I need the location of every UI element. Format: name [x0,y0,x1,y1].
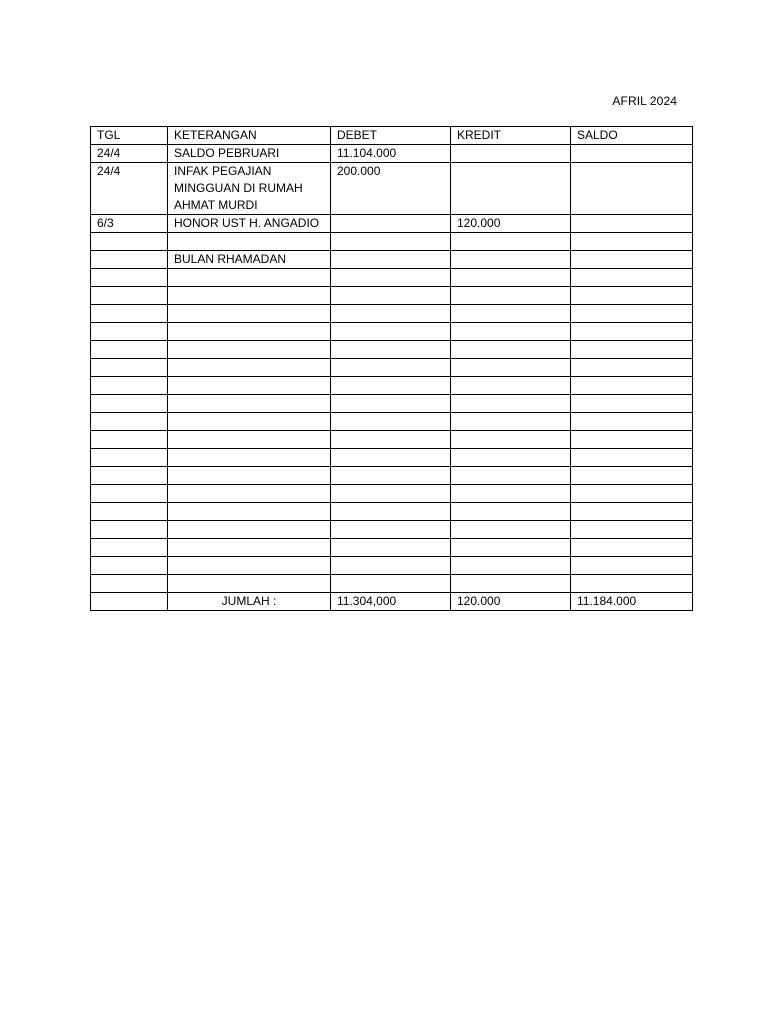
cell-kredit [451,359,571,377]
ledger-table [90,126,693,611]
cell-tgl: 6/3 [91,215,168,233]
table-row [91,287,693,305]
cell-tgl [91,413,168,431]
cell-tgl: 24/4 [91,163,168,215]
cell-saldo [571,163,693,215]
cell-tgl [91,305,168,323]
table-row [91,163,693,215]
cell-debet [331,431,451,449]
cell-debet [331,287,451,305]
cell-kredit [451,287,571,305]
cell-saldo [571,395,693,413]
cell-keterangan [168,395,331,413]
cell-tgl [91,449,168,467]
column-header-kredit: KREDIT [451,127,571,145]
cell-kredit [451,485,571,503]
cell-keterangan [168,539,331,557]
total-saldo: 11.184.000 [571,593,693,611]
cell-debet [331,485,451,503]
cell-debet [331,341,451,359]
cell-keterangan [168,485,331,503]
cell-kredit [451,521,571,539]
cell-tgl [91,557,168,575]
cell-tgl [91,341,168,359]
cell-saldo [571,521,693,539]
cell-kredit [451,449,571,467]
column-header-debet: DEBET [331,127,451,145]
cell-saldo [571,215,693,233]
report-period: AFRIL 2024 [612,94,677,108]
cell-debet [331,233,451,251]
cell-saldo [571,413,693,431]
cell-keterangan [168,233,331,251]
cell-tgl [91,287,168,305]
cell-tgl [91,359,168,377]
cell-saldo [571,233,693,251]
cell-keterangan [168,449,331,467]
total-row [91,593,693,611]
cell-debet [331,359,451,377]
cell-saldo [571,575,693,593]
column-header-keterangan: KETERANGAN [168,127,331,145]
cell-debet [331,323,451,341]
cell-kredit: 120.000 [451,215,571,233]
cell-saldo [571,503,693,521]
cell-kredit [451,575,571,593]
cell-keterangan [168,521,331,539]
cell-kredit [451,269,571,287]
table-row [91,233,693,251]
cell-debet [331,377,451,395]
cell-keterangan [168,431,331,449]
table-row [91,323,693,341]
cell-kredit [451,467,571,485]
cell-debet [331,215,451,233]
cell-keterangan [168,467,331,485]
cell-debet [331,557,451,575]
cell-tgl [91,485,168,503]
cell-debet [331,575,451,593]
cell-kredit [451,145,571,163]
cell-keterangan [168,413,331,431]
cell-tgl: 24/4 [91,145,168,163]
cell-debet [331,521,451,539]
table-header-row [91,127,693,145]
cell-debet [331,251,451,269]
cell-tgl [91,467,168,485]
cell-saldo [571,251,693,269]
column-header-tgl: TGL [91,127,168,145]
table-row [91,557,693,575]
cell-saldo [571,431,693,449]
total-kredit: 120.000 [451,593,571,611]
cell-saldo [571,359,693,377]
cell-debet [331,467,451,485]
cell-keterangan: BULAN RHAMADAN [168,251,331,269]
table-row [91,341,693,359]
table-row [91,449,693,467]
cell-debet: 200.000 [331,163,451,215]
table-row [91,503,693,521]
cell-keterangan [168,359,331,377]
cell-keterangan [168,269,331,287]
cell-saldo [571,467,693,485]
cell-saldo [571,341,693,359]
cell-debet [331,413,451,431]
cell-kredit [451,323,571,341]
cell-kredit [451,305,571,323]
cell-kredit [451,233,571,251]
table-row [91,485,693,503]
cell-keterangan [168,377,331,395]
table-row [91,521,693,539]
cell-kredit [451,557,571,575]
cell-saldo [571,323,693,341]
cell-tgl [91,377,168,395]
cell-kredit [451,163,571,215]
cell-tgl [91,323,168,341]
cell-keterangan: INFAK PEGAJIAN MINGGUAN DI RUMAH AHMAT MURDI [168,163,331,215]
cell-debet [331,305,451,323]
cell-kredit [451,377,571,395]
cell-tgl [91,521,168,539]
cell-keterangan [168,323,331,341]
cell-tgl [91,269,168,287]
table-row [91,215,693,233]
column-header-saldo: SALDO [571,127,693,145]
cell-saldo [571,287,693,305]
cell-kredit [451,341,571,359]
cell-tgl [91,575,168,593]
cell-saldo [571,269,693,287]
cell-tgl [91,593,168,611]
cell-debet [331,503,451,521]
cell-keterangan: HONOR UST H. ANGADIO [168,215,331,233]
cell-keterangan [168,503,331,521]
cell-kredit [451,251,571,269]
table-row [91,575,693,593]
table-row [91,269,693,287]
cell-saldo [571,449,693,467]
table-row [91,539,693,557]
cell-kredit [451,413,571,431]
cell-saldo [571,305,693,323]
cell-tgl [91,233,168,251]
table-row [91,145,693,163]
cell-tgl [91,503,168,521]
cell-tgl [91,539,168,557]
cell-keterangan [168,341,331,359]
cell-kredit [451,431,571,449]
cell-saldo [571,377,693,395]
total-label: JUMLAH : [168,593,331,611]
cell-keterangan: SALDO PEBRUARI [168,145,331,163]
cell-debet: 11.104.000 [331,145,451,163]
cell-keterangan [168,575,331,593]
cell-keterangan [168,287,331,305]
cell-kredit [451,539,571,557]
table-row [91,413,693,431]
cell-saldo [571,557,693,575]
cell-tgl [91,431,168,449]
cell-tgl [91,395,168,413]
table-row [91,359,693,377]
cell-saldo [571,145,693,163]
cell-debet [331,449,451,467]
total-debet: 11.304,000 [331,593,451,611]
cell-tgl [91,251,168,269]
cell-saldo [571,485,693,503]
table-row [91,395,693,413]
cell-keterangan [168,557,331,575]
table-row [91,467,693,485]
table-row [91,251,693,269]
cell-saldo [571,539,693,557]
table-row [91,431,693,449]
cell-kredit [451,503,571,521]
cell-debet [331,269,451,287]
cell-debet [331,395,451,413]
table-row [91,377,693,395]
cell-kredit [451,395,571,413]
cell-keterangan [168,305,331,323]
table-row [91,305,693,323]
cell-debet [331,539,451,557]
